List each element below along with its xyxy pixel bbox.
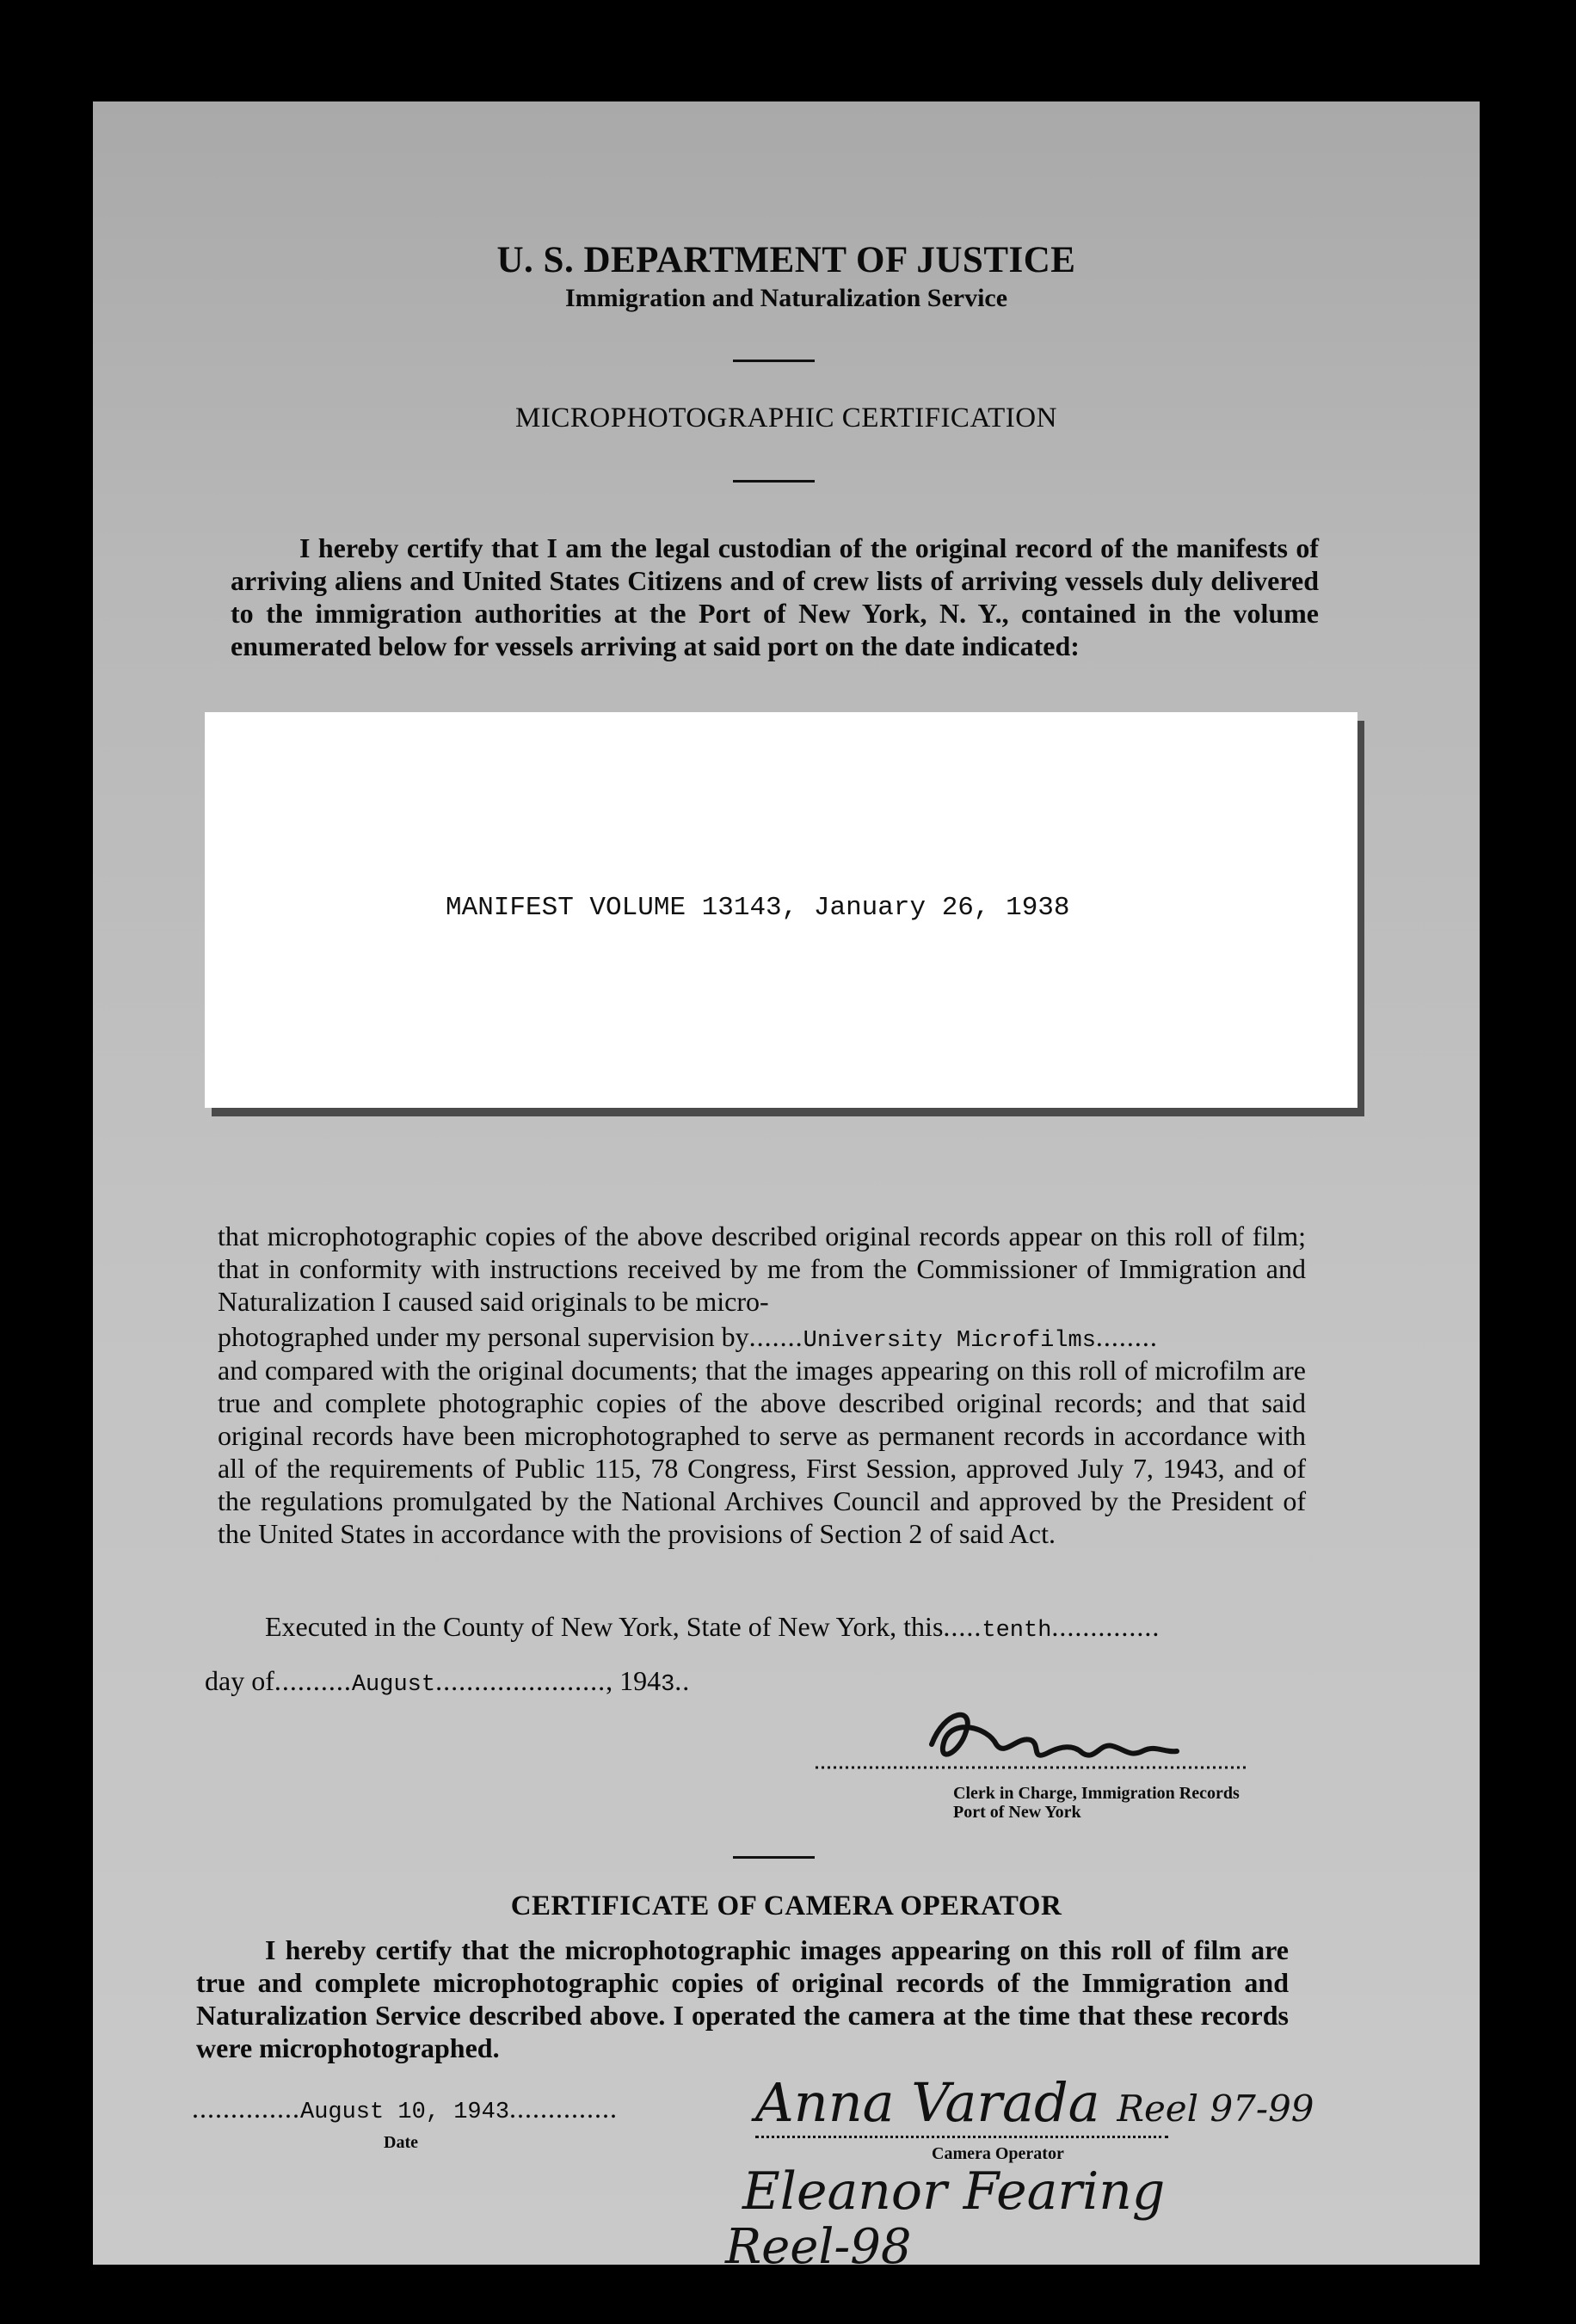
manifest-card <box>205 712 1357 1108</box>
year-prefix: , 194 <box>606 1665 662 1696</box>
operator-signature-name: Anna Varada <box>755 2071 1100 2134</box>
second-reel-note: Reel-98 <box>725 2219 912 2275</box>
operator-date-line: ..............August 10, 1943.............. <box>192 2093 619 2125</box>
certificate-page <box>93 101 1480 2275</box>
body-paragraph-end: and compared with the original documents; that the images appearing on this roll of microfilm are true and complete photographic copies of the above described original records; and that said original records have been microphotographed to serve as permanent records in accordance with all of the requirements of Public 115, 78 Congress, First Session, approved July 7, 1943, and of the regulations promulgated by the National Archives Council and approved by the President of the United States in accordance with the provisions of Section 2 of said Act. <box>218 1355 1306 1549</box>
department-heading: U. S. DEPARTMENT OF JUSTICE <box>496 240 1076 280</box>
operator-signature <box>755 2071 1504 2140</box>
executed-day: tenth <box>982 1618 1052 1644</box>
certification-title: MICROPHOTOGRAPHIC CERTIFICATION <box>515 403 1057 433</box>
intro-paragraph: I hereby certify that I am the legal custodian of the original record of the manifests of arriving aliens and United States Citizens and of crew lists of arriving vessels duly delivered to the immigration authorities at the Port of New York, N. Y., contained in the volume enumerated below for vessels arriving at said port on the date indicated: <box>231 532 1319 661</box>
date-line: day of..........August......................, 1943.. <box>205 1665 691 1698</box>
divider <box>733 480 815 483</box>
clerk-title-line1: Clerk in Charge, Immigration Records <box>953 1784 1240 1803</box>
divider <box>733 360 815 362</box>
camera-certificate-title: CERTIFICATE OF CAMERA OPERATOR <box>510 1891 1062 1921</box>
clerk-title-line2: Port of New York <box>953 1803 1081 1822</box>
camera-operator-caption: Camera Operator <box>932 2144 1064 2163</box>
supervision-line: photographed under my personal supervision by.......University Microfilms........ <box>218 1321 1158 1354</box>
operator-date-value: August 10, 1943 <box>300 2100 510 2125</box>
day-of-label: day of <box>205 1665 274 1696</box>
date-caption: Date <box>384 2133 418 2152</box>
service-subheading: Immigration and Naturalization Service <box>564 284 1008 312</box>
operator-signature-line <box>755 2136 1168 2141</box>
operator-reel-note: Reel 97-99 <box>1117 2087 1314 2130</box>
executed-month: August <box>351 1672 436 1698</box>
manifest-volume-label: MANIFEST VOLUME 13143, January 26, 1938 <box>446 893 1070 923</box>
clerk-signature <box>816 1693 1263 1796</box>
executed-line: Executed in the County of New York, State of New York, this.....tenth.............. <box>265 1611 1160 1644</box>
supervision-value: University Microfilms <box>803 1328 1096 1354</box>
year-digit: 3 <box>661 1672 675 1698</box>
divider <box>733 1856 815 1859</box>
supervision-prefix: photographed under my personal supervision by <box>218 1321 749 1352</box>
clerk-title <box>953 1784 1240 1822</box>
camera-certificate-paragraph: I hereby certify that the microphotographic images appearing on this roll of film are true and complete microphotographic copies of original records of the Immigration and Naturalization Service described above. I operated the camera at the time that these records were microphotographed. <box>196 1934 1289 2063</box>
second-signature: Eleanor Fearing <box>742 2161 1166 2222</box>
body-paragraph-start: that microphotographic copies of the above described original records appear on this roll of film; that in conformity with instructions received by me from the Commissioner of Immigration and Naturalization I caused said originals to be micro- <box>218 1220 1306 1317</box>
executed-prefix: Executed in the County of New York, State of New York, this <box>265 1611 944 1642</box>
